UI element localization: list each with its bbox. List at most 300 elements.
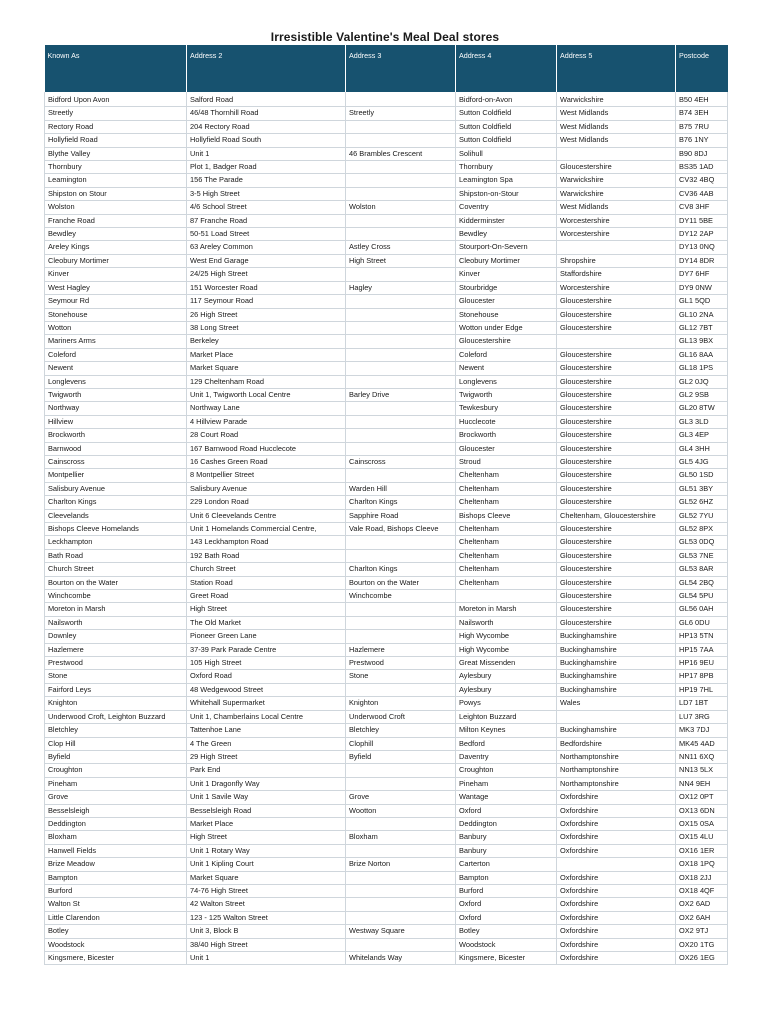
address-3-cell [346, 335, 456, 348]
address-5-cell: Gloucestershire [557, 429, 676, 442]
address-2-cell: 4/6 School Street [187, 201, 346, 214]
address-4-cell: Newent [456, 362, 557, 375]
address-5-cell [557, 710, 676, 723]
known-as-cell: Charlton Kings [45, 496, 187, 509]
address-5-cell: Oxfordshire [557, 911, 676, 924]
address-5-cell: Gloucestershire [557, 563, 676, 576]
address-3-cell: Charlton Kings [346, 563, 456, 576]
known-as-cell: Cleobury Mortimer [45, 254, 187, 267]
postcode-cell: B75 7RU [676, 120, 728, 133]
address-4-cell: Cleobury Mortimer [456, 254, 557, 267]
address-3-cell: Grove [346, 791, 456, 804]
address-5-cell: Gloucestershire [557, 469, 676, 482]
table-header-row [45, 45, 728, 92]
table-row [45, 268, 728, 281]
table-row [45, 388, 728, 401]
address-5-cell: Gloucestershire [557, 375, 676, 388]
address-3-cell [346, 187, 456, 200]
table-row [45, 898, 728, 911]
address-5-cell: Cheltenham, Gloucestershire [557, 509, 676, 522]
address-2-cell: 3-5 High Street [187, 187, 346, 200]
table-row [45, 670, 728, 683]
table-row [45, 321, 728, 334]
table-row [45, 630, 728, 643]
table-row [45, 791, 728, 804]
address-5-cell: Gloucestershire [557, 523, 676, 536]
table-row [45, 750, 728, 763]
postcode-cell: OX2 6AD [676, 898, 728, 911]
address-2-cell: 192 Bath Road [187, 549, 346, 562]
address-5-cell: Gloucestershire [557, 590, 676, 603]
table-row [45, 925, 728, 938]
address-3-cell [346, 174, 456, 187]
address-5-cell: West Midlands [557, 201, 676, 214]
address-4-cell: Banbury [456, 844, 557, 857]
address-3-cell [346, 375, 456, 388]
postcode-cell: LD7 1BT [676, 697, 728, 710]
postcode-cell: OX15 0SA [676, 817, 728, 830]
postcode-cell: HP13 5TN [676, 630, 728, 643]
address-5-cell: Worcestershire [557, 281, 676, 294]
table-row [45, 657, 728, 670]
table-row [45, 469, 728, 482]
postcode-cell: CV36 4AB [676, 187, 728, 200]
address-3-cell: Warden Hill [346, 482, 456, 495]
table-row [45, 442, 728, 455]
address-5-cell: Gloucestershire [557, 496, 676, 509]
known-as-cell: Wotton [45, 321, 187, 334]
address-2-cell: Northway Lane [187, 402, 346, 415]
address-5-cell [557, 335, 676, 348]
address-5-cell: Worcestershire [557, 214, 676, 227]
address-2-cell: Market Square [187, 362, 346, 375]
address-2-cell: 156 The Parade [187, 174, 346, 187]
address-2-cell: 8 Montpellier Street [187, 469, 346, 482]
postcode-cell: GL5 4JG [676, 455, 728, 468]
address-4-cell: Milton Keynes [456, 724, 557, 737]
address-3-cell: Bloxham [346, 831, 456, 844]
table-row [45, 563, 728, 576]
table-row [45, 764, 728, 777]
postcode-cell: OX26 1EG [676, 952, 728, 965]
address-3-cell [346, 295, 456, 308]
address-3-cell [346, 938, 456, 951]
address-4-cell: Deddington [456, 817, 557, 830]
postcode-cell: NN11 6XQ [676, 750, 728, 763]
address-3-cell [346, 134, 456, 147]
address-3-cell: High Street [346, 254, 456, 267]
address-4-cell: Carterton [456, 858, 557, 871]
address-2-cell: 42 Walton Street [187, 898, 346, 911]
postcode-cell: B76 1NY [676, 134, 728, 147]
address-3-cell: Bletchley [346, 724, 456, 737]
postcode-cell: DY13 0NQ [676, 241, 728, 254]
address-3-cell: Sapphire Road [346, 509, 456, 522]
address-2-cell: 46/48 Thornhill Road [187, 107, 346, 120]
known-as-cell: Pineham [45, 777, 187, 790]
table-row [45, 536, 728, 549]
address-2-cell: 123 - 125 Walton Street [187, 911, 346, 924]
address-3-cell: Vale Road, Bishops Cleeve [346, 523, 456, 536]
table-row [45, 429, 728, 442]
address-2-cell: 38 Long Street [187, 321, 346, 334]
address-2-cell: West End Garage [187, 254, 346, 267]
address-4-cell: Stourbridge [456, 281, 557, 294]
address-3-cell [346, 120, 456, 133]
table-row [45, 120, 728, 133]
known-as-cell: Streetly [45, 107, 187, 120]
address-3-cell [346, 764, 456, 777]
known-as-cell: Hillview [45, 415, 187, 428]
address-3-cell [346, 402, 456, 415]
postcode-cell: B90 8DJ [676, 147, 728, 160]
address-2-cell: 143 Leckhampton Road [187, 536, 346, 549]
address-5-cell: Gloucestershire [557, 362, 676, 375]
address-3-cell [346, 536, 456, 549]
postcode-cell: GL12 7BT [676, 321, 728, 334]
address-5-cell: Buckinghamshire [557, 683, 676, 696]
column-header-address-5: Address 5 [557, 45, 676, 92]
address-2-cell: 28 Court Road [187, 429, 346, 442]
table-row [45, 228, 728, 241]
address-3-cell [346, 603, 456, 616]
address-2-cell: 26 High Street [187, 308, 346, 321]
address-3-cell [346, 683, 456, 696]
known-as-cell: Burford [45, 884, 187, 897]
address-5-cell: Oxfordshire [557, 925, 676, 938]
address-3-cell [346, 817, 456, 830]
address-5-cell: Northamptonshire [557, 750, 676, 763]
known-as-cell: Leckhampton [45, 536, 187, 549]
address-3-cell [346, 321, 456, 334]
table-row [45, 281, 728, 294]
address-4-cell: Kidderminster [456, 214, 557, 227]
address-3-cell: Stone [346, 670, 456, 683]
postcode-cell: GL10 2NA [676, 308, 728, 321]
known-as-cell: Bishops Cleeve Homelands [45, 523, 187, 536]
address-4-cell: Powys [456, 697, 557, 710]
address-5-cell: Northamptonshire [557, 777, 676, 790]
known-as-cell: Underwood Croft, Leighton Buzzard [45, 710, 187, 723]
postcode-cell: GL54 2BQ [676, 576, 728, 589]
address-3-cell [346, 268, 456, 281]
address-3-cell [346, 549, 456, 562]
address-4-cell: Cheltenham [456, 496, 557, 509]
address-3-cell: Streetly [346, 107, 456, 120]
address-5-cell: Oxfordshire [557, 884, 676, 897]
postcode-cell: DY12 2AP [676, 228, 728, 241]
address-2-cell: Unit 1 Dragonfly Way [187, 777, 346, 790]
address-2-cell: Market Square [187, 871, 346, 884]
address-5-cell: Oxfordshire [557, 844, 676, 857]
address-4-cell: Cheltenham [456, 536, 557, 549]
postcode-cell: DY11 5BE [676, 214, 728, 227]
address-5-cell: Oxfordshire [557, 938, 676, 951]
known-as-cell: Thornbury [45, 161, 187, 174]
known-as-cell: Bath Road [45, 549, 187, 562]
table-row [45, 858, 728, 871]
address-2-cell: 29 High Street [187, 750, 346, 763]
address-3-cell: Prestwood [346, 657, 456, 670]
address-2-cell: 4 The Green [187, 737, 346, 750]
address-2-cell: Pioneer Green Lane [187, 630, 346, 643]
address-4-cell: Bampton [456, 871, 557, 884]
address-3-cell: Winchcombe [346, 590, 456, 603]
address-2-cell: Unit 6 Cleevelands Centre [187, 509, 346, 522]
address-3-cell: Whitelands Way [346, 952, 456, 965]
address-3-cell [346, 777, 456, 790]
postcode-cell: OX16 1ER [676, 844, 728, 857]
address-4-cell: Oxford [456, 911, 557, 924]
table-row [45, 187, 728, 200]
table-row [45, 576, 728, 589]
address-4-cell: Banbury [456, 831, 557, 844]
postcode-cell: LU7 3RG [676, 710, 728, 723]
postcode-cell: GL2 0JQ [676, 375, 728, 388]
address-5-cell: Oxfordshire [557, 817, 676, 830]
address-4-cell [456, 590, 557, 603]
postcode-cell: NN13 5LX [676, 764, 728, 777]
table-row [45, 362, 728, 375]
address-3-cell: Underwood Croft [346, 710, 456, 723]
address-3-cell: Astley Cross [346, 241, 456, 254]
address-2-cell: 204 Rectory Road [187, 120, 346, 133]
address-2-cell: 229 London Road [187, 496, 346, 509]
table-row [45, 482, 728, 495]
address-5-cell: Warwickshire [557, 92, 676, 107]
address-5-cell: West Midlands [557, 107, 676, 120]
address-4-cell: Aylesbury [456, 683, 557, 696]
table-row [45, 683, 728, 696]
address-4-cell: Burford [456, 884, 557, 897]
postcode-cell: CV32 4BQ [676, 174, 728, 187]
address-3-cell: Brize Norton [346, 858, 456, 871]
postcode-cell: GL6 0DU [676, 616, 728, 629]
address-4-cell: Nailsworth [456, 616, 557, 629]
address-4-cell: Bidford-on-Avon [456, 92, 557, 107]
known-as-cell: Barnwood [45, 442, 187, 455]
postcode-cell: HP15 7AA [676, 643, 728, 656]
postcode-cell: GL13 9BX [676, 335, 728, 348]
address-4-cell: Gloucestershire [456, 335, 557, 348]
known-as-cell: Bloxham [45, 831, 187, 844]
table-row [45, 201, 728, 214]
address-4-cell: Coleford [456, 348, 557, 361]
address-4-cell: Aylesbury [456, 670, 557, 683]
address-2-cell: 105 High Street [187, 657, 346, 670]
address-5-cell: Gloucestershire [557, 388, 676, 401]
address-5-cell: Oxfordshire [557, 804, 676, 817]
address-2-cell: 87 Franche Road [187, 214, 346, 227]
table-row [45, 697, 728, 710]
table-row [45, 241, 728, 254]
address-3-cell [346, 898, 456, 911]
known-as-cell: Bewdley [45, 228, 187, 241]
postcode-cell: GL20 8TW [676, 402, 728, 415]
table-row [45, 375, 728, 388]
address-4-cell: Woodstock [456, 938, 557, 951]
postcode-cell: OX2 9TJ [676, 925, 728, 938]
address-2-cell: The Old Market [187, 616, 346, 629]
postcode-cell: GL2 9SB [676, 388, 728, 401]
postcode-cell: OX2 6AH [676, 911, 728, 924]
address-3-cell: Byfield [346, 750, 456, 763]
address-3-cell [346, 161, 456, 174]
address-5-cell: Buckinghamshire [557, 630, 676, 643]
address-2-cell: Tattenhoe Lane [187, 724, 346, 737]
table-row [45, 884, 728, 897]
table-row [45, 804, 728, 817]
postcode-cell: HP19 7HL [676, 683, 728, 696]
postcode-cell: GL53 7NE [676, 549, 728, 562]
address-5-cell: Buckinghamshire [557, 657, 676, 670]
address-4-cell: Cheltenham [456, 576, 557, 589]
postcode-cell: GL3 4EP [676, 429, 728, 442]
postcode-cell: GL16 8AA [676, 348, 728, 361]
address-3-cell: Hagley [346, 281, 456, 294]
address-4-cell: Solihull [456, 147, 557, 160]
address-5-cell: West Midlands [557, 134, 676, 147]
known-as-cell: Knighton [45, 697, 187, 710]
known-as-cell: Bidford Upon Avon [45, 92, 187, 107]
postcode-cell: MK45 4AD [676, 737, 728, 750]
postcode-cell: GL52 8PX [676, 523, 728, 536]
address-2-cell: 63 Areley Common [187, 241, 346, 254]
postcode-cell: OX12 0PT [676, 791, 728, 804]
address-3-cell [346, 214, 456, 227]
address-4-cell: Leighton Buzzard [456, 710, 557, 723]
known-as-cell: Botley [45, 925, 187, 938]
postcode-cell: GL56 0AH [676, 603, 728, 616]
postcode-cell: OX18 2JJ [676, 871, 728, 884]
address-2-cell: Berkeley [187, 335, 346, 348]
known-as-cell: Brockworth [45, 429, 187, 442]
address-2-cell: 24/25 High Street [187, 268, 346, 281]
address-2-cell: Unit 1 Kipling Court [187, 858, 346, 871]
address-2-cell: 50-51 Load Street [187, 228, 346, 241]
address-2-cell: 38/40 High Street [187, 938, 346, 951]
known-as-cell: Hollyfield Road [45, 134, 187, 147]
postcode-cell: HP16 9EU [676, 657, 728, 670]
address-3-cell [346, 415, 456, 428]
postcode-cell: GL1 5QD [676, 295, 728, 308]
known-as-cell: Hazlemere [45, 643, 187, 656]
postcode-cell: GL52 6HZ [676, 496, 728, 509]
postcode-cell: DY7 6HF [676, 268, 728, 281]
address-3-cell [346, 362, 456, 375]
known-as-cell: Fairford Leys [45, 683, 187, 696]
address-3-cell [346, 348, 456, 361]
address-5-cell: Gloucestershire [557, 415, 676, 428]
postcode-cell: GL3 3LD [676, 415, 728, 428]
table-row [45, 523, 728, 536]
known-as-cell: Walton St [45, 898, 187, 911]
address-5-cell: Gloucestershire [557, 402, 676, 415]
known-as-cell: Salisbury Avenue [45, 482, 187, 495]
address-2-cell: 167 Barnwood Road Hucclecote [187, 442, 346, 455]
address-4-cell: Cheltenham [456, 523, 557, 536]
table-row [45, 254, 728, 267]
address-2-cell: Greet Road [187, 590, 346, 603]
address-5-cell [557, 147, 676, 160]
address-4-cell: Pineham [456, 777, 557, 790]
address-5-cell: Gloucestershire [557, 603, 676, 616]
known-as-cell: Areley Kings [45, 241, 187, 254]
address-2-cell: Salisbury Avenue [187, 482, 346, 495]
address-4-cell: Cheltenham [456, 482, 557, 495]
address-3-cell [346, 884, 456, 897]
column-header-address-3: Address 3 [346, 45, 456, 92]
known-as-cell: Byfield [45, 750, 187, 763]
table-row [45, 643, 728, 656]
address-3-cell [346, 844, 456, 857]
address-4-cell: Shipston-on-Stour [456, 187, 557, 200]
table-row [45, 871, 728, 884]
known-as-cell: Seymour Rd [45, 295, 187, 308]
known-as-cell: Croughton [45, 764, 187, 777]
address-3-cell [346, 308, 456, 321]
address-5-cell [557, 858, 676, 871]
address-4-cell: High Wycombe [456, 643, 557, 656]
address-2-cell: Unit 1 [187, 952, 346, 965]
stores-table [44, 45, 728, 965]
table-row [45, 710, 728, 723]
known-as-cell: Little Clarendon [45, 911, 187, 924]
address-5-cell: Gloucestershire [557, 321, 676, 334]
known-as-cell: Bampton [45, 871, 187, 884]
address-4-cell: Longlevens [456, 375, 557, 388]
address-4-cell: Oxford [456, 898, 557, 911]
address-3-cell: 46 Brambles Crescent [346, 147, 456, 160]
address-3-cell [346, 871, 456, 884]
address-5-cell: Gloucestershire [557, 616, 676, 629]
address-2-cell: Park End [187, 764, 346, 777]
address-4-cell: Bewdley [456, 228, 557, 241]
address-2-cell: Unit 1, Twigworth Local Centre [187, 388, 346, 401]
address-4-cell: Coventry [456, 201, 557, 214]
address-4-cell: Wantage [456, 791, 557, 804]
address-5-cell: Buckinghamshire [557, 724, 676, 737]
address-4-cell: Bishops Cleeve [456, 509, 557, 522]
known-as-cell: Bourton on the Water [45, 576, 187, 589]
table-row [45, 911, 728, 924]
address-5-cell: Gloucestershire [557, 442, 676, 455]
address-4-cell: Gloucester [456, 295, 557, 308]
postcode-cell: CV8 3HF [676, 201, 728, 214]
table-row [45, 737, 728, 750]
address-5-cell: Gloucestershire [557, 295, 676, 308]
address-5-cell: Oxfordshire [557, 791, 676, 804]
address-2-cell: Salford Road [187, 92, 346, 107]
address-5-cell: Bedfordshire [557, 737, 676, 750]
table-row [45, 147, 728, 160]
postcode-cell: GL53 8AR [676, 563, 728, 576]
address-2-cell: 16 Cashes Green Road [187, 455, 346, 468]
address-2-cell: 74-76 High Street [187, 884, 346, 897]
address-5-cell: Gloucestershire [557, 549, 676, 562]
address-4-cell: Stonehouse [456, 308, 557, 321]
postcode-cell: DY9 0NW [676, 281, 728, 294]
address-4-cell: Kingsmere, Bicester [456, 952, 557, 965]
table-row [45, 214, 728, 227]
address-4-cell: Bedford [456, 737, 557, 750]
address-5-cell: Wales [557, 697, 676, 710]
address-2-cell: Plot 1, Badger Road [187, 161, 346, 174]
address-5-cell [557, 241, 676, 254]
address-4-cell: Great Missenden [456, 657, 557, 670]
address-3-cell: Hazlemere [346, 643, 456, 656]
address-3-cell [346, 469, 456, 482]
